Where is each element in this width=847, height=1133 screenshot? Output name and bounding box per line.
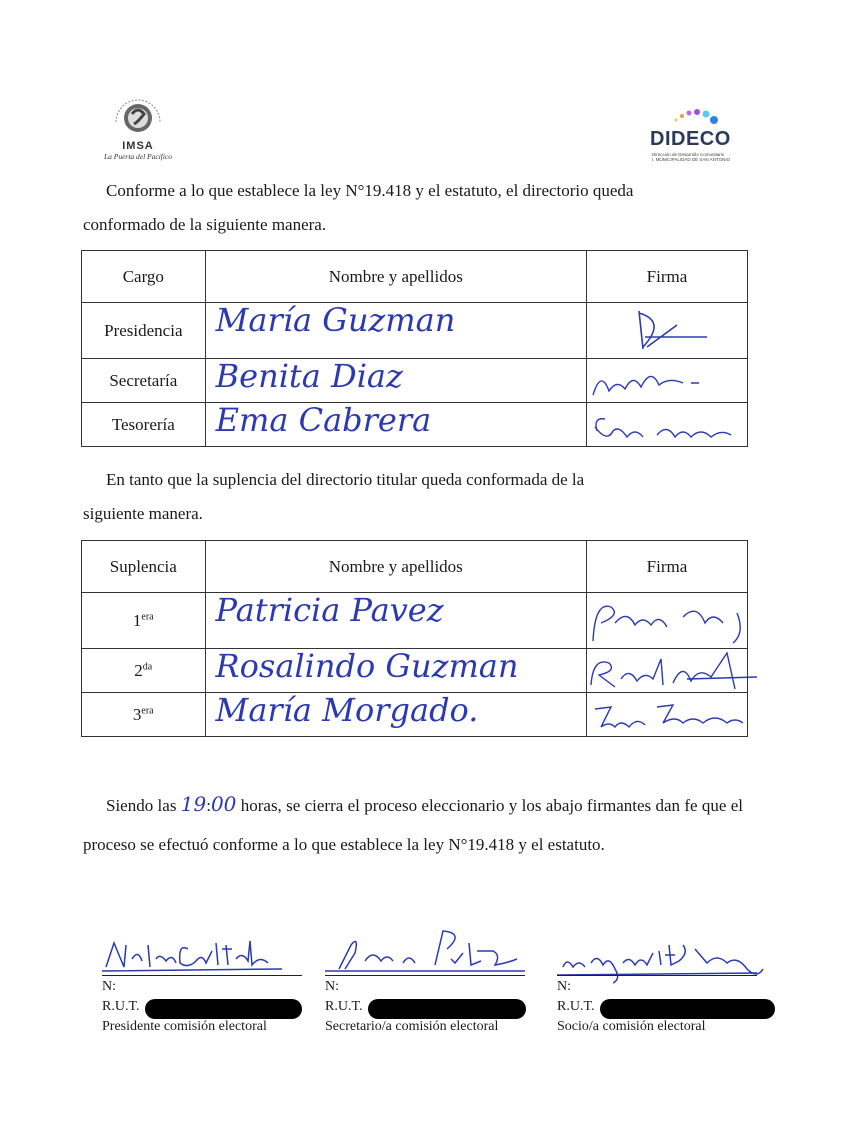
table-header-row: [82, 251, 748, 303]
signature-line: [325, 975, 525, 976]
rut-label: R.U.T.: [557, 999, 595, 1014]
header-nombre: Nombre y apellidos: [205, 541, 586, 593]
cargo-cell: Tesorería: [82, 403, 206, 447]
redaction-bar: [368, 999, 526, 1019]
nombre-label: N:: [325, 979, 339, 994]
signature-scribble: [587, 649, 762, 693]
firma-cell: [586, 303, 747, 359]
signature-scribble: [587, 303, 748, 359]
nombre-label: N:: [102, 979, 116, 994]
firma-presidente-block: [102, 925, 307, 1034]
table-row: [82, 593, 748, 649]
table-row: [82, 649, 748, 693]
table-row: [82, 693, 748, 737]
intro-line-2: conformado de la siguiente manera.: [83, 215, 327, 234]
signature-scribble: [587, 693, 748, 737]
nombre-cell: [205, 593, 586, 649]
cargo-cell: Secretaría: [82, 359, 206, 403]
imsa-name: IMSA: [122, 140, 154, 152]
firma-cell: [586, 403, 747, 447]
dideco-name: DIDECO: [650, 128, 731, 150]
handwritten-name: Rosalindo Guzman: [215, 647, 519, 685]
role-label: Socio/a comisión electoral: [557, 1019, 706, 1034]
suplencia-intro-line-1: En tanto que la suplencia del directorio titular queda conformada de la: [106, 470, 585, 489]
cierre-paragraph: Siendo las 19:00 horas, se cierra el proceso eleccionario y los abajo firmantes dan fe que el proceso se efectuó conforme a lo que establece la ley N°19.418 y el estatuto.: [83, 792, 743, 854]
imsa-tagline: La Puerta del Pacífico: [103, 152, 173, 161]
handwritten-name: Ema Cabrera: [215, 401, 432, 439]
signature-line: [102, 975, 302, 976]
header-nombre: Nombre y apellidos: [205, 251, 586, 303]
signature-line: [557, 975, 757, 976]
suplencia-num-cell: $3^{era}$: [82, 693, 206, 737]
rut-label: R.U.T.: [102, 999, 140, 1014]
header-firma: Firma: [586, 251, 747, 303]
suplencia-table: [81, 540, 748, 737]
header-suplencia: Suplencia: [82, 541, 206, 593]
role-label: Presidente comisión electoral: [102, 1019, 267, 1034]
redaction-bar: [145, 999, 302, 1019]
signature-scribble: [102, 925, 302, 975]
nombre-cell: [205, 403, 586, 447]
handwritten-name: María Guzman: [215, 301, 456, 339]
header-firma: Firma: [586, 541, 747, 593]
firma-socio-block: [557, 925, 762, 1034]
signature-scribble: [325, 925, 525, 975]
imsa-emblem-icon: [108, 92, 168, 142]
firma-cell: [586, 593, 747, 649]
nombre-cell: [205, 303, 586, 359]
suplencia-intro-line-2: siguiente manera.: [83, 504, 203, 523]
firma-cell: [586, 649, 747, 693]
role-label: Secretario/a comisión electoral: [325, 1019, 499, 1034]
nombre-cell: [205, 359, 586, 403]
nombre-cell: [205, 693, 586, 737]
dideco-dots-icon: [670, 106, 720, 126]
redaction-bar: [600, 999, 775, 1019]
signature-scribble: [587, 403, 748, 447]
table-row: [82, 303, 748, 359]
firma-cell: [586, 359, 747, 403]
cargo-cell: Presidencia: [82, 303, 206, 359]
signature-scribble: [587, 359, 748, 403]
intro-line-1: Conforme a lo que establece la ley N°19.418 y el estatuto, el directorio queda: [106, 181, 634, 200]
dideco-logo: [640, 106, 750, 166]
nombre-label: N:: [557, 979, 571, 994]
imsa-logo: [88, 92, 188, 170]
handwritten-name: Benita Diaz: [215, 357, 403, 395]
rut-label: R.U.T.: [325, 999, 363, 1014]
suplencia-num-cell: $1^{era}$: [82, 593, 206, 649]
firma-cell: [586, 693, 747, 737]
header-cargo: Cargo: [82, 251, 206, 303]
signature-scribble: [557, 925, 767, 985]
table-header-row: [82, 541, 748, 593]
signature-scribble: [587, 593, 748, 649]
suplencia-num-cell: $2^{da}$: [82, 649, 206, 693]
minutos-handwritten: 00: [210, 792, 237, 816]
hora-handwritten: 19: [180, 792, 207, 816]
table-row: [82, 359, 748, 403]
nombre-cell: [205, 649, 586, 693]
handwritten-name: Patricia Pavez: [215, 591, 444, 629]
handwritten-name: María Morgado.: [215, 691, 479, 729]
dideco-subtitle: Dirección de Desarrollo Comunitario I. MUNICIPALIDAD DE SAN ANTONIO: [652, 152, 731, 162]
table-row: [82, 403, 748, 447]
directorio-table: [81, 250, 748, 447]
firma-secretario-block: [325, 925, 530, 1034]
